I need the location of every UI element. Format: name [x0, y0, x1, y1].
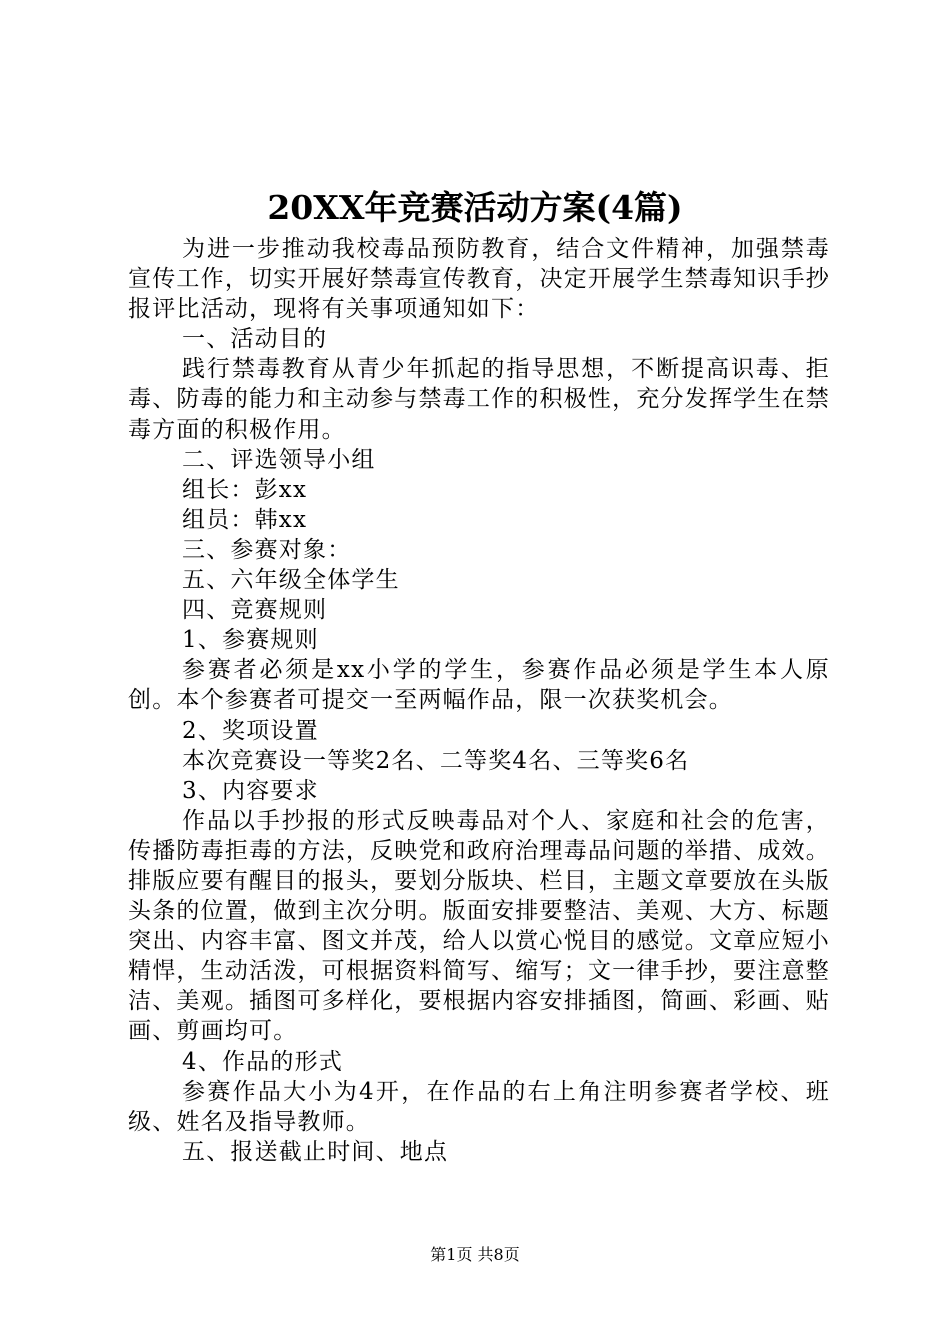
section-heading-deadline: 五、报送截止时间、地点	[182, 1138, 449, 1165]
awards-paragraph: 本次竞赛设一等奖2名、二等奖4名、三等奖6名	[182, 747, 690, 774]
purpose-paragraph: 践行禁毒教育从青少年抓起的指导思想，不断提高识毒、拒毒、防毒的能力和主动参与禁毒工作的积极性，充分发挥学生在禁毒方面的积极作用。	[128, 356, 830, 443]
section-heading-rules: 四、竞赛规则	[182, 597, 328, 624]
subheading-content: 3、内容要求	[182, 777, 319, 804]
content-paragraph: 作品以手抄报的形式反映毒品对个人、家庭和社会的危害，传播防毒拒毒的方法，反映党和政府治理毒品问题的举措、成效。排版应要有醒目的报头，要划分版块、栏目，主题文章要放在头版头条的位置，做到主次分明。版面安排要整洁、美观、大方、标题突出、内容丰富、图文并茂，给人以赏心悦目的感觉。文章应短小精悍，生动活泼，可根据资料简写、缩写；文一律手抄，要注意整洁、美观。插图可多样化，要根据内容安排插图，简画、彩画、贴画、剪画均可。	[128, 807, 830, 1045]
section-heading-purpose: 一、活动目的	[182, 326, 328, 353]
subheading-entry-rules: 1、参赛规则	[182, 627, 319, 654]
document-title: 20XX年竞赛活动方案(4篇)	[267, 188, 683, 227]
entry-rules-paragraph: 参赛者必须是xx小学的学生，参赛作品必须是学生本人原创。本个参赛者可提交一至两幅作品，限一次获奖机会。	[128, 657, 830, 714]
intro-paragraph: 为进一步推动我校毒品预防教育，结合文件精神，加强禁毒宣传工作，切实开展好禁毒宣传教育，决定开展学生禁毒知识手抄报评比活动，现将有关事项通知如下：	[128, 236, 830, 323]
document-body	[128, 234, 830, 1167]
format-paragraph: 参赛作品大小为4开，在作品的右上角注明参赛者学校、班级、姓名及指导教师。	[128, 1078, 830, 1135]
subheading-format: 4、作品的形式	[182, 1048, 344, 1075]
page-number-footer: 第1页 共8页	[430, 1245, 520, 1264]
section-heading-participants: 三、参赛对象：	[182, 536, 352, 563]
participants-line: 五、六年级全体学生	[182, 567, 400, 594]
subheading-awards: 2、奖项设置	[182, 717, 319, 744]
member-line: 组员：韩xx	[182, 506, 308, 533]
section-heading-leadership: 二、评选领导小组	[182, 446, 376, 473]
leader-line: 组长：彭xx	[182, 476, 308, 503]
